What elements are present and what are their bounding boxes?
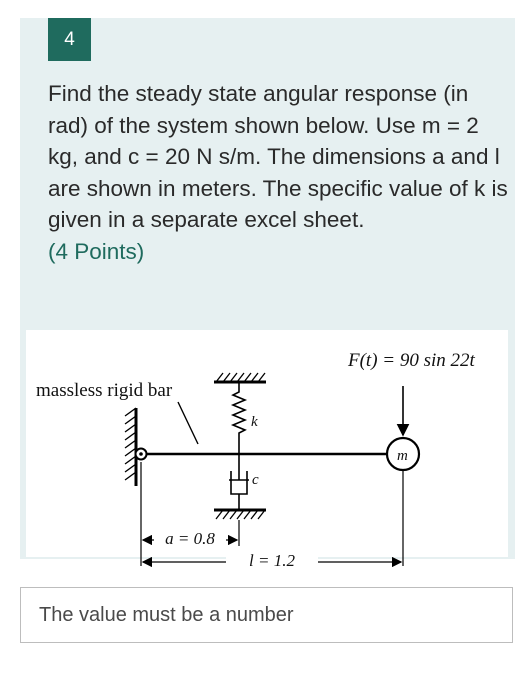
question-figure	[26, 330, 508, 570]
spring-icon	[233, 382, 245, 454]
dim-a-label: a = 0.8	[165, 529, 215, 548]
question-number-badge: 4	[48, 18, 91, 61]
spring-label: k	[251, 414, 258, 430]
question-card	[20, 18, 515, 570]
damper-icon	[229, 454, 249, 510]
answer-input[interactable]	[20, 587, 513, 643]
spring-ground	[214, 373, 266, 382]
question-points: (4 Points)	[48, 238, 145, 264]
damper-ground	[214, 510, 266, 519]
question-text: Find the steady state angular response (in rad) of the system shown below. Use m = 2 kg, and c = 20 N s/m. The dimensions a and l are shown in meters. The specific value of k is given in a separate excel sheet.	[48, 81, 508, 232]
dim-l-label: l = 1.2	[249, 551, 295, 570]
bar-label-leader	[178, 402, 198, 444]
damper-label: c	[252, 472, 259, 488]
bar-label: massless rigid bar	[36, 380, 173, 401]
force-label: F(t) = 90 sin 22t	[348, 350, 475, 371]
mass-label: m	[397, 448, 408, 464]
question-text-block	[48, 78, 508, 267]
wall-support	[125, 408, 136, 486]
